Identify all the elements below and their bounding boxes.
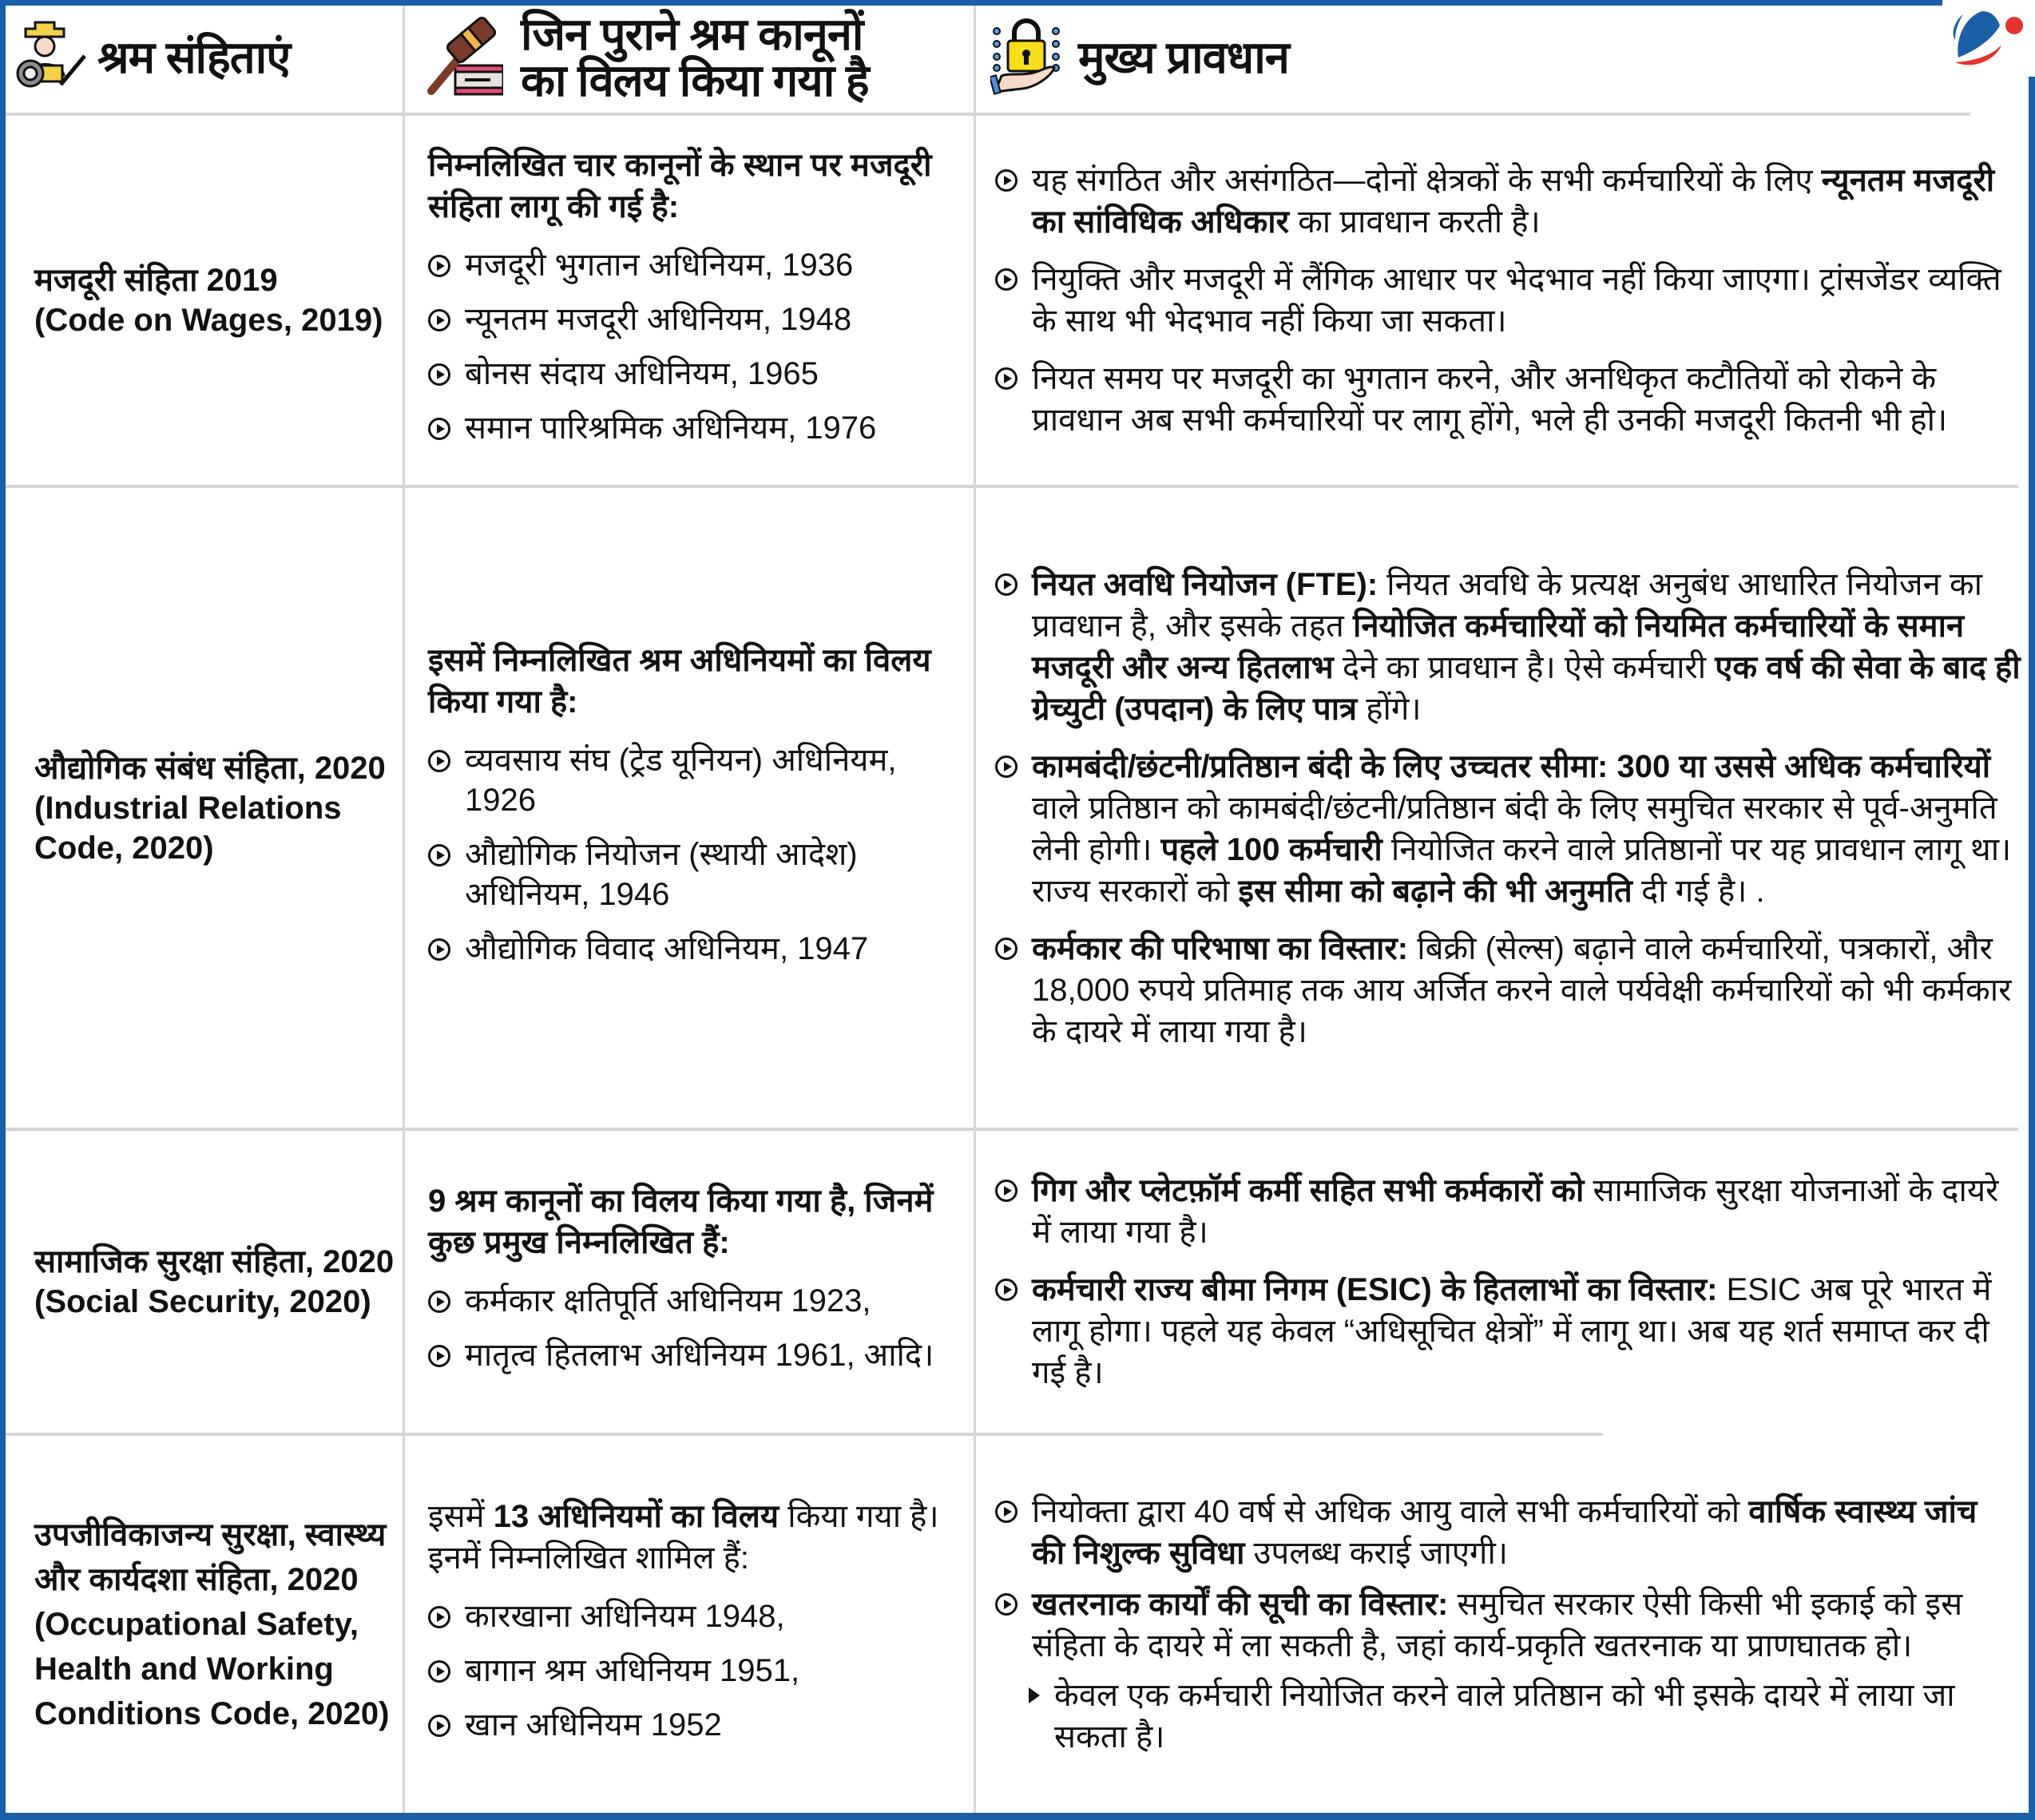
provision-text: नियुक्ति और मजदूरी में लैंगिक आधार पर भेदभाव नहीं किया जाएगा। ट्रांसजेंडर व्यक्ति के साथ भी भेदभाव नहीं किया जा सकता। <box>1032 262 2001 339</box>
frame-border-left <box>0 0 6 1820</box>
code-title-hindi: औद्योगिक संबंध संहिता, 2020 <box>34 750 386 786</box>
header-col-codes <box>11 0 403 114</box>
circle-play-bullet-icon <box>995 755 1018 778</box>
header-col-provisions <box>990 0 1709 114</box>
code-title <box>6 748 403 868</box>
provision-text-normal: देने का प्रावधान है। ऐसे कर्मचारी <box>1333 649 1716 685</box>
merged-laws-cell <box>428 1131 971 1433</box>
provision-text-normal: सामाजिक सुरक्षा योजनाओं के दायरे में लाया गया है। <box>1032 1173 1999 1250</box>
law-name: बागान श्रम अधिनियम 1951, <box>465 1653 800 1688</box>
provision-text-bold: नियत अवधि नियोजन (FTE): <box>1032 566 1378 602</box>
provisions-cell <box>995 1131 2017 1433</box>
merged-laws-cell <box>428 1436 971 1813</box>
provision-text-bold: गिग और प्लेटफ़ॉर्म कर्मी सहित सभी कर्मकारों को <box>1032 1173 1585 1208</box>
lead-text-normal: किया गया है। इनमें निम्नलिखित शामिल हैं: <box>428 1499 939 1576</box>
list-item <box>428 1281 971 1321</box>
provision-text-normal: यह संगठित और असंगठित—दोनों क्षेत्रकों के सभी कर्मचारियों के लिए <box>1032 163 1822 198</box>
circle-play-bullet-icon <box>995 1501 1018 1523</box>
provision-text-bold: वार्षिक स्वास्थ्य जांच की निशुल्क सुविधा <box>1032 1494 1977 1571</box>
provision-text <box>1032 928 2022 1053</box>
code-title-hindi: उपजीविकाजन्य सुरक्षा, स्वास्थ्य और कार्यदशा संहिता, 2020 <box>34 1517 387 1597</box>
sub-provision-text: केवल एक कर्मचारी नियोजित करने वाले प्रतिष्ठान को भी इसके दायरे में लाया जा सकता है। <box>1054 1678 1955 1755</box>
provision-text-normal: बिक्री (सेल्स) बढ़ाने वाले कर्मचारियों, पत्रकारों, और 18,000 रुपये प्रतिमाह तक आय अर्जित करने वाले पर्यवेक्षी कर्मचारियों को भी कर्मकार के दायरे में लाया गया है। <box>1032 930 2012 1049</box>
provision-text-bold: कामबंदी/छंटनी/प्रतिष्ठान बंदी के लिए उच्चतर सीमा: 300 या उससे अधिक कर्मचारियों <box>1032 748 1991 784</box>
law-name: समान पारिश्रमिक अधिनियम, 1976 <box>465 410 877 446</box>
circle-play-bullet-icon <box>428 418 450 440</box>
provisions-cell <box>995 1436 2017 1813</box>
provision-text <box>1032 746 2022 912</box>
merged-laws-lead: 9 श्रम कानूनों का विलय किया गया है, जिनमें कुछ प्रमुख निम्नलिखित हैं: <box>428 1184 934 1260</box>
law-name: न्यूनतम मजदूरी अधिनियम, 1948 <box>465 302 852 337</box>
provisions-cell <box>995 116 2017 485</box>
provision-text <box>1032 1491 2017 1574</box>
provision-text-normal: वाले प्रतिष्ठान को कामबंदी/छंटनी/प्रतिष्ठान बंदी के लिए समुचित सरकार से पूर्व-अनुमति लेनी होगी। <box>1032 790 1997 867</box>
list-item <box>428 408 971 448</box>
law-name: कर्मकार क्षतिपूर्ति अधिनियम 1923, <box>465 1283 871 1318</box>
circle-play-bullet-icon <box>995 367 1018 390</box>
code-title-english: (Industrial Relations Code, 2020) <box>34 790 342 866</box>
provision-item <box>995 259 2017 342</box>
row-code-cell <box>6 1436 403 1813</box>
provision-item <box>995 1584 2017 1667</box>
column-divider <box>974 6 976 1813</box>
law-name: खान अधिनियम 1952 <box>465 1707 722 1743</box>
circle-play-bullet-icon <box>428 1345 450 1367</box>
law-name: मातृत्व हितलाभ अधिनियम 1961, आदि। <box>465 1338 934 1373</box>
header-provisions-title: मुख्य प्रावधान <box>1078 31 1289 82</box>
circle-play-bullet-icon <box>995 1593 1018 1616</box>
list-item <box>428 740 971 820</box>
merged-laws-lead: इसमें निम्नलिखित श्रम अधिनियमों का विलय किया गया है: <box>428 642 931 720</box>
circle-play-bullet-icon <box>428 1660 450 1683</box>
provision-text-normal: उपलब्ध कराई जाएगी। <box>1244 1536 1508 1571</box>
header-merged-laws-line2: का विलय किया गया है <box>521 54 869 105</box>
law-name: औद्योगिक नियोजन (स्थायी आदेश) अधिनियम, 1946 <box>465 836 858 912</box>
row-code-cell <box>6 116 403 485</box>
provision-text: नियत समय पर मजदूरी का भुगतान करने, और अनधिकृत कटौतियों को रोकने के प्रावधान अब सभी कर्मचारियों पर लागू होंगे, भले ही उनकी मजदूरी कितनी भी हो। <box>1032 361 1948 438</box>
code-title-hindi: सामाजिक सुरक्षा संहिता, 2020 <box>34 1244 395 1279</box>
circle-play-bullet-icon <box>428 255 450 277</box>
header-merged-laws-line1: जिन पुराने श्रम कानूनों <box>521 8 863 59</box>
provisions-cell <box>995 488 2022 1128</box>
provision-text-bold: खतरनाक कार्यों की सूची का विस्तार: <box>1032 1587 1449 1622</box>
worker-gear-icon <box>11 19 91 95</box>
gavel-book-icon <box>423 11 503 103</box>
list-item <box>428 245 971 285</box>
provision-text <box>1032 1584 2017 1667</box>
circle-play-bullet-icon <box>995 938 1018 960</box>
provision-text-bold: कर्मचारी राज्य बीमा निगम (ESIC) के हितलाभों का विस्तार: <box>1032 1272 1718 1307</box>
provision-text-bold: नियोजित कर्मचारियों को नियमित कर्मचारियों के समान मजदूरी और अन्य हितलाभ <box>1032 608 1965 685</box>
header-codes-title: श्रम संहिताएं <box>97 31 291 82</box>
list-item <box>428 1651 971 1691</box>
provision-text-normal: का प्रावधान करती है। <box>1288 204 1541 240</box>
provision-text-bold: इस सीमा को बढ़ाने की भी अनुमति <box>1238 873 1632 909</box>
circle-play-bullet-icon <box>995 1279 1018 1301</box>
provision-text-normal: ESIC अब पूरे भारत में लागू होगा। पहले यह केवल “अधिसूचित क्षेत्रों” में लागू था। अब यह शर्त समाप्त कर दी गई है। <box>1032 1272 1992 1390</box>
code-title <box>6 1242 403 1322</box>
lead-text-normal: इसमें <box>428 1499 494 1534</box>
provision-text-bold: न्यूनतम मजदूरी का सांविधिक अधिकार <box>1032 163 1995 240</box>
header-col-merged-laws <box>423 0 974 114</box>
provision-text <box>1032 1170 2017 1253</box>
provision-item <box>995 1269 2017 1394</box>
circle-play-bullet-icon <box>428 1715 450 1737</box>
frame-border-right <box>2029 77 2035 1820</box>
provision-text-normal: नियोक्ता द्वारा 40 वर्ष से अधिक आयु वाले सभी कर्मचारियों को <box>1032 1494 1749 1529</box>
law-name: मजदूरी भुगतान अधिनियम, 1936 <box>465 248 854 283</box>
provision-text-normal: समुचित सरकार ऐसी किसी भी इकाई को इस संहिता के दायरे में ला सकती है, जहां कार्य-प्रकृति खतरनाक या प्राणघातक हो। <box>1032 1587 1963 1663</box>
list-item <box>428 835 971 914</box>
provision-item <box>995 928 2022 1053</box>
circle-play-bullet-icon <box>428 750 450 772</box>
law-name: बोनस संदाय अधिनियम, 1965 <box>465 356 819 391</box>
code-title-english: (Code on Wages, 2019) <box>34 303 383 338</box>
code-title-english: (Occupational Safety, Health and Working Conditions Code, 2020) <box>34 1607 390 1731</box>
provision-text-bold: कर्मकार की परिभाषा का विस्तार: <box>1032 930 1409 966</box>
provision-text-normal: नियोजित करने वाले प्रतिष्ठानों पर यह प्रावधान लागू था। राज्य सरकारों को <box>1032 831 2012 909</box>
provision-item <box>995 1170 2017 1253</box>
row-code-cell <box>6 1131 403 1433</box>
provision-item <box>995 160 2017 243</box>
provision-item <box>995 564 2022 730</box>
provision-text-normal: नियत अवधि के प्रत्यक्ष अनुबंध आधारित नियोजन का प्रावधान है, और इसके तहत <box>1032 566 1982 644</box>
circle-play-bullet-icon <box>428 1606 450 1628</box>
column-divider <box>403 6 405 1813</box>
provision-text <box>1032 1269 2017 1394</box>
circle-play-bullet-icon <box>428 1291 450 1313</box>
law-name: कारखाना अधिनियम 1948, <box>465 1599 785 1634</box>
provision-text-bold: एक वर्ष की सेवा के बाद ही ग्रेच्युटी (उपदान) के लिए पात्र <box>1032 649 2021 727</box>
brand-logo-icon <box>1950 5 2030 69</box>
law-name: व्यवसाय संघ (ट्रेड यूनियन) अधिनियम, 1926 <box>465 742 897 818</box>
triangle-bullet-icon <box>1029 1687 1040 1703</box>
code-title-hindi: मजदूरी संहिता 2019 <box>34 263 278 298</box>
row-code-cell <box>6 488 403 1128</box>
header-merged-laws-title <box>521 8 869 105</box>
list-item <box>428 1705 971 1745</box>
list-item <box>428 929 971 969</box>
merged-laws-cell <box>428 116 971 485</box>
sub-provision-item <box>1029 1675 2017 1758</box>
list-item <box>428 354 971 394</box>
lead-text-bold: 13 अधिनियमों का विलय <box>493 1499 779 1534</box>
lock-hand-icon <box>990 15 1062 99</box>
code-title <box>6 1513 403 1736</box>
provision-item <box>995 1491 2017 1574</box>
provision-item <box>995 358 2017 441</box>
law-name: औद्योगिक विवाद अधिनियम, 1947 <box>465 930 869 966</box>
merged-laws-lead: निम्नलिखित चार कानूनों के स्थान पर मजदूरी संहिता लागू की गई है: <box>428 148 932 224</box>
code-title <box>6 260 403 340</box>
circle-play-bullet-icon <box>428 938 450 961</box>
code-title-english: (Social Security, 2020) <box>34 1284 371 1319</box>
provision-text-normal: दी गई है। . <box>1632 873 1765 909</box>
provision-text-bold: पहले 100 कर्मचारी <box>1160 831 1382 867</box>
list-item <box>428 299 971 339</box>
circle-play-bullet-icon <box>995 1180 1018 1202</box>
merged-laws-lead <box>428 1496 971 1579</box>
provision-text <box>1032 160 2017 243</box>
list-item <box>428 1596 971 1636</box>
circle-play-bullet-icon <box>428 363 450 386</box>
provision-item <box>995 746 2022 912</box>
provision-text-normal: होंगे। <box>1357 691 1422 727</box>
merged-laws-cell <box>428 488 971 1128</box>
circle-play-bullet-icon <box>995 573 1018 596</box>
circle-play-bullet-icon <box>428 844 450 866</box>
list-item <box>428 1335 971 1375</box>
circle-play-bullet-icon <box>995 268 1018 291</box>
circle-play-bullet-icon <box>995 169 1018 192</box>
frame-border-bottom <box>0 1813 2035 1820</box>
circle-play-bullet-icon <box>428 309 450 331</box>
provision-text <box>1032 564 2022 730</box>
